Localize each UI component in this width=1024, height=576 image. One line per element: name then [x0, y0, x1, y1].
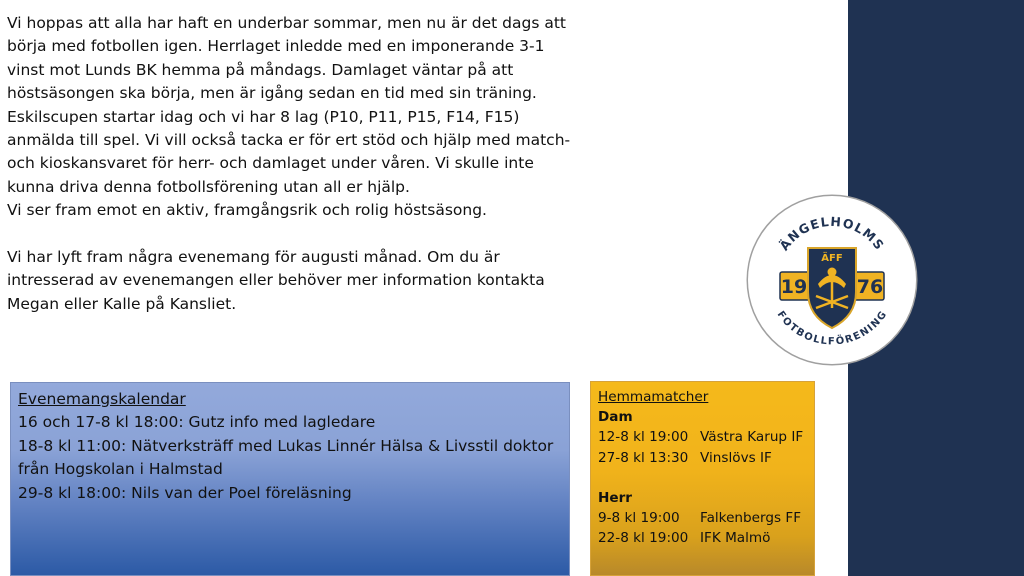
- intro-line: Eskilscupen startar idag och vi har 8 lag (P10, P11, P15, F14, F15): [7, 107, 520, 126]
- intro-line: höstsäsongen ska börja, men är igång sedan en tid med sin träning.: [7, 84, 537, 103]
- event-calendar-item: 29-8 kl 18:00: Nils van der Poel föreläsning: [18, 483, 352, 502]
- intro-text: [7, 12, 587, 316]
- logo-year-left: 19: [780, 276, 808, 298]
- match-date: 27-8 kl 13:30: [598, 449, 689, 466]
- paragraph-gap: [7, 223, 587, 246]
- club-logo-emblem: [748, 196, 916, 364]
- match-date: 22-8 kl 19:00: [598, 530, 689, 547]
- match-row: [598, 448, 814, 468]
- match-row: [598, 528, 814, 548]
- match-row: [598, 508, 814, 528]
- intro-line: Vi ser fram emot en aktiv, framgångsrik och rolig höstsäsong.: [7, 201, 487, 220]
- match-date: 9-8 kl 19:00: [598, 510, 680, 527]
- intro-line: kunna driva denna fotbollsförening utan all er hjälp.: [7, 177, 410, 196]
- herr-section-label: Herr: [598, 490, 633, 506]
- match-opponent: IFK Malmö: [700, 530, 771, 547]
- logo-bottom-text: FOTBOLLFÖRENING: [774, 309, 890, 348]
- home-matches-title: Hemmamatcher: [598, 389, 709, 405]
- events-note-line: Megan eller Kalle på Kansliet.: [7, 294, 237, 313]
- match-opponent: Västra Karup IF: [700, 429, 804, 446]
- intro-line: Vi hoppas att alla har haft en underbar sommar, men nu är det dags att: [7, 14, 566, 32]
- events-note-line: Vi har lyft fram några evenemang för augusti månad. Om du är: [7, 248, 500, 267]
- intro-line: och kioskansvaret för herr- och damlaget under våren. Vi skulle inte: [7, 154, 534, 173]
- events-note-line: intresserad av evenemangen eller behöver mer information kontakta: [7, 271, 545, 290]
- match-opponent: Falkenbergs FF: [700, 510, 802, 527]
- logo-year-right: 76: [856, 276, 884, 298]
- match-date: 12-8 kl 19:00: [598, 429, 689, 446]
- home-matches-box: [590, 381, 815, 576]
- event-calendar-item: 18-8 kl 11:00: Nätverksträff med Lukas Linnér Hälsa & Livsstil doktor: [18, 436, 554, 455]
- intro-line: börja med fotbollen igen. Herrlaget inledde med en imponerande 3-1: [7, 37, 545, 56]
- logo-crest-letters: ÄFF: [821, 253, 843, 264]
- dam-section-label: Dam: [598, 409, 633, 426]
- section-gap: [598, 468, 814, 488]
- match-row: [598, 427, 814, 447]
- event-calendar-box: [10, 382, 570, 576]
- intro-line: anmälda till spel. Vi vill också tacka er för ert stöd och hjälp med match-: [7, 131, 571, 150]
- club-logo: [748, 196, 916, 364]
- intro-line: vinst mot Lunds BK hemma på måndags. Damlaget väntar på att: [7, 60, 514, 79]
- event-calendar-item: 16 och 17-8 kl 18:00: Gutz info med lagledare: [18, 413, 376, 432]
- event-calendar-title: Evenemangskalendar: [18, 390, 186, 408]
- logo-top-text: ÄNGELHOLMS: [776, 213, 888, 254]
- event-calendar-item: från Hogskolan i Halmstad: [18, 460, 223, 479]
- match-opponent: Vinslövs IF: [700, 449, 772, 466]
